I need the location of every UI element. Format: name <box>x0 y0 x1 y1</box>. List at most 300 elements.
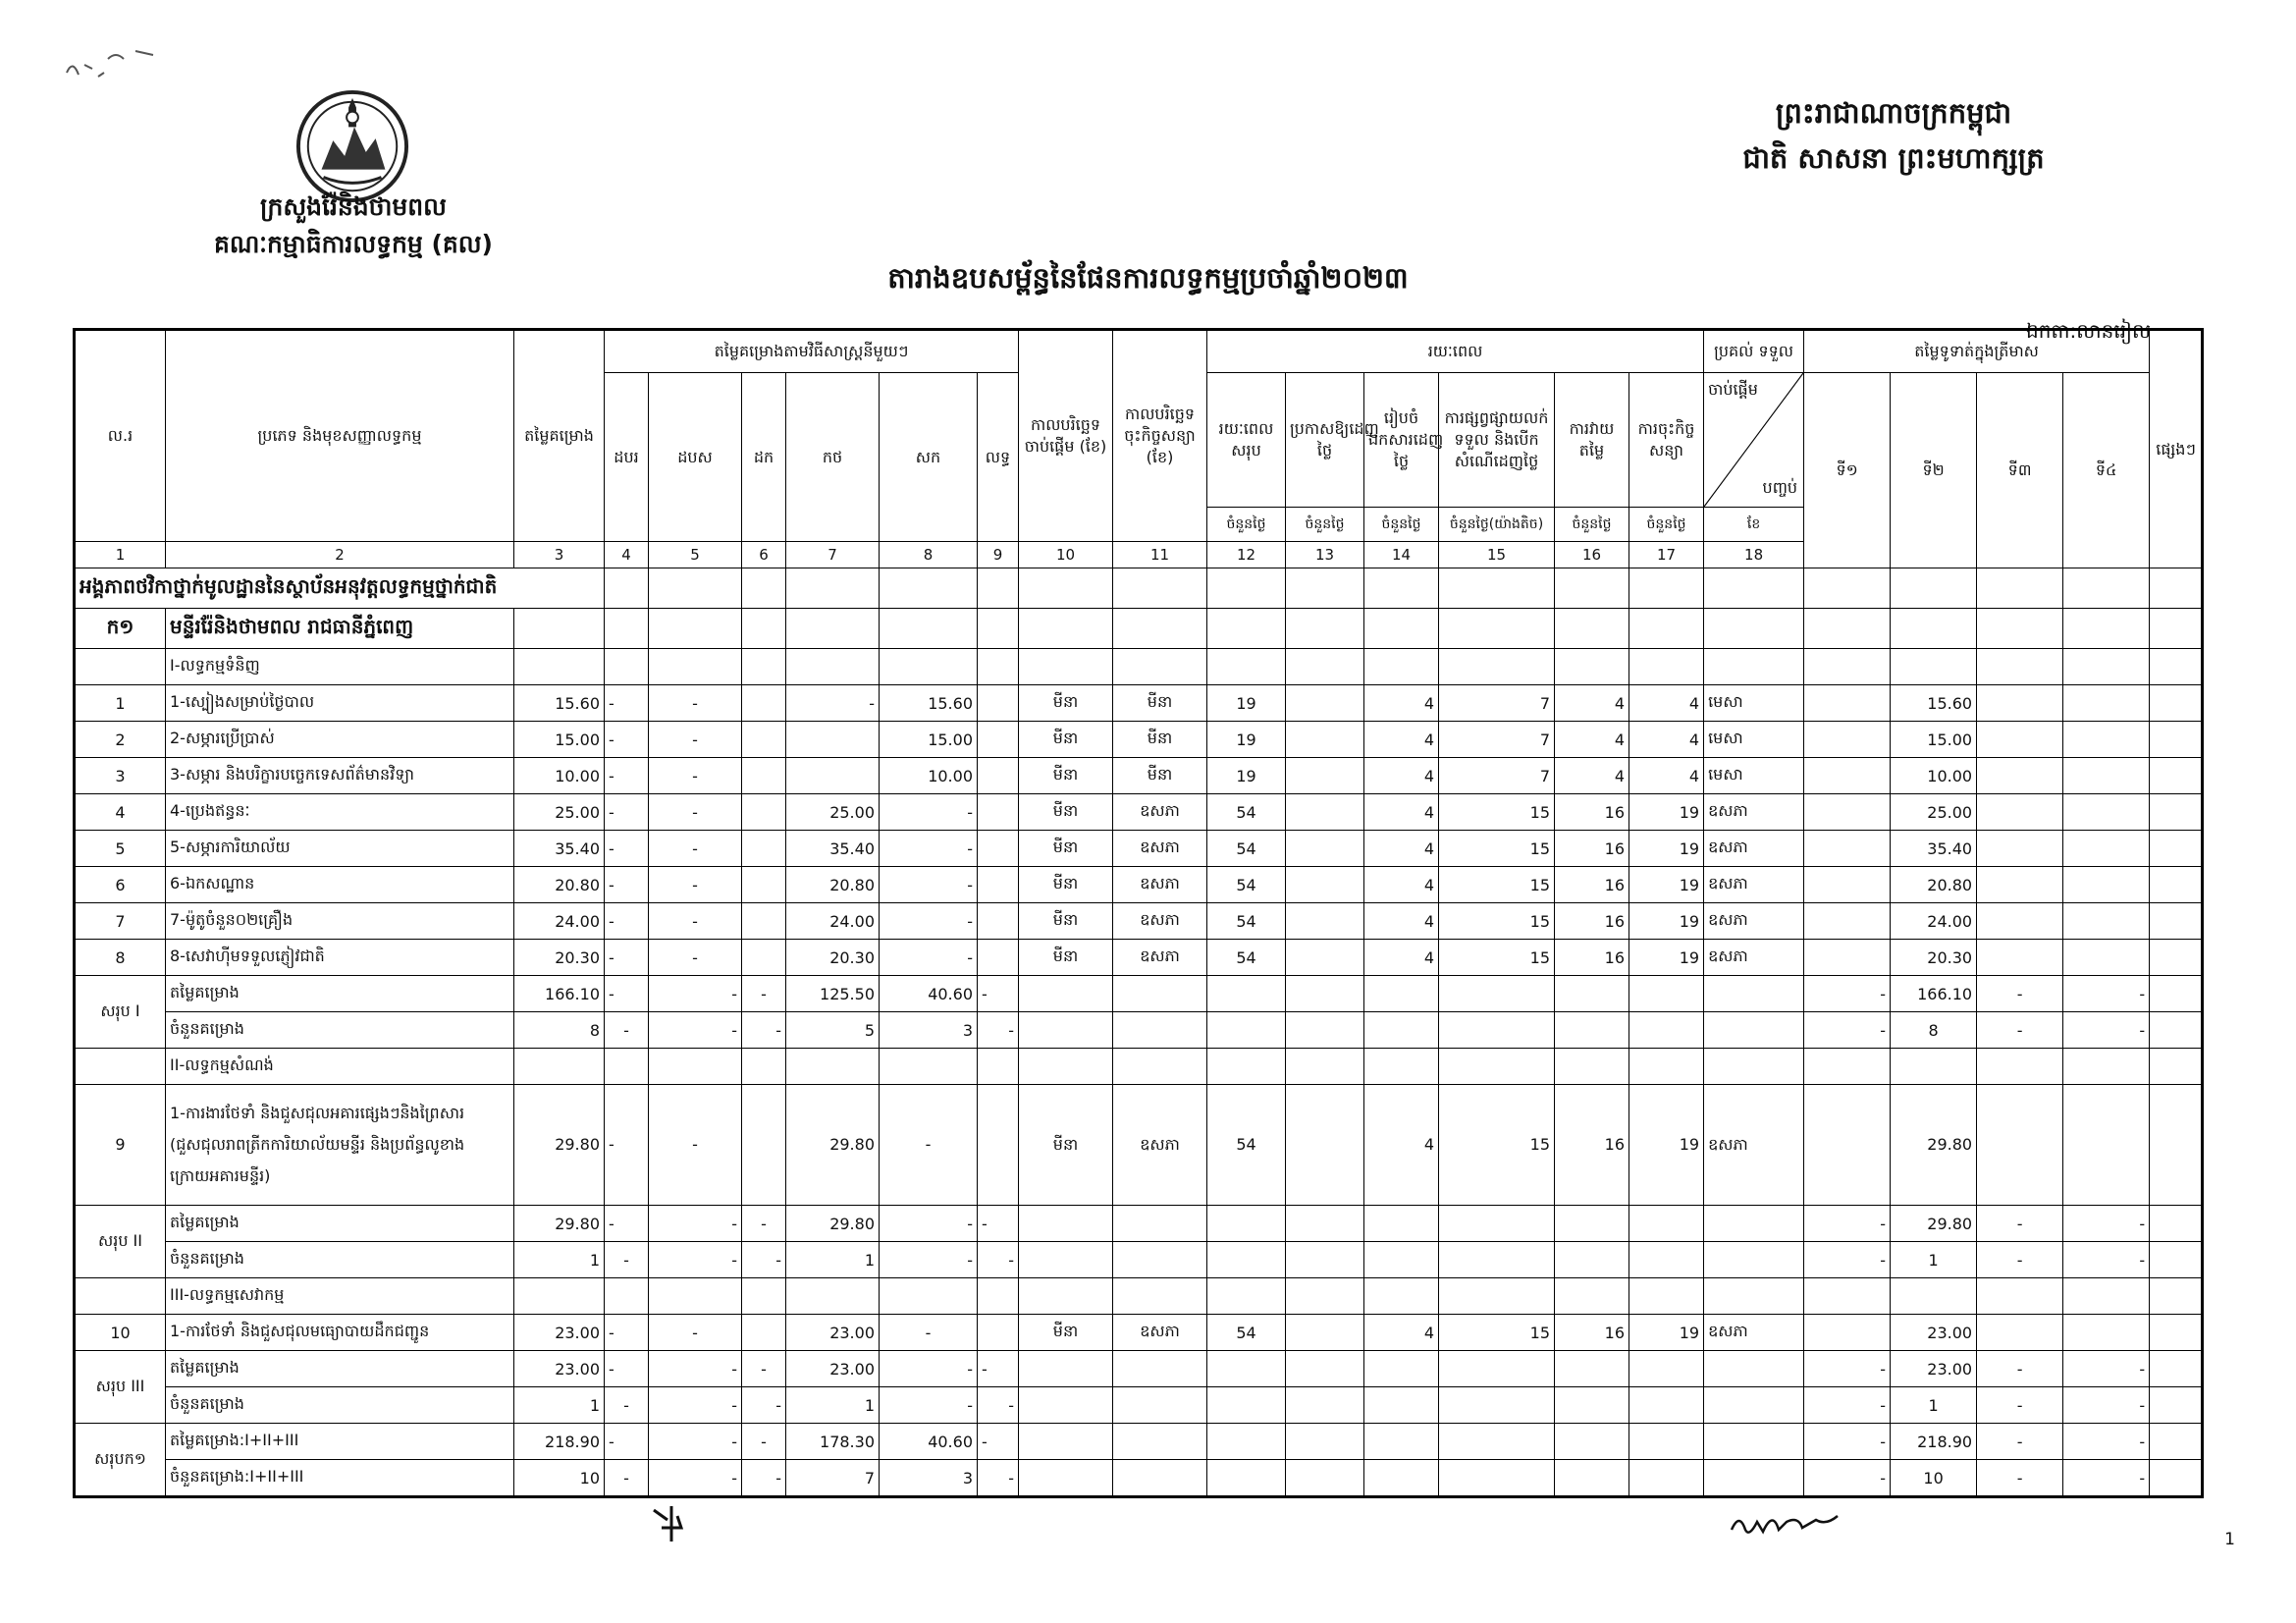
row-q1 <box>1804 794 1891 831</box>
row-dbs: - <box>649 831 742 867</box>
empty-cell <box>1286 1460 1364 1497</box>
subtotal-count-q4: - <box>2063 1387 2150 1424</box>
row-dbr: - <box>605 1085 649 1206</box>
empty-cell <box>1629 1424 1704 1460</box>
column-number: 11 <box>1113 542 1207 568</box>
header-no: ល.រ <box>75 330 166 542</box>
row-q4 <box>2063 903 2150 940</box>
row-prep <box>1286 1085 1364 1206</box>
row-q1 <box>1804 940 1891 976</box>
empty-cell <box>1286 1206 1364 1242</box>
subtotal-cost-label: តម្លៃគម្រោង <box>166 1351 514 1387</box>
budget-unit-name: មន្ទីររ៉ែនិងថាមពល រាជធានីភ្នំពេញ <box>166 609 514 649</box>
header-type: ប្រភេទ និងមុខសញ្ញាលទ្ធកម្ម <box>166 330 514 542</box>
subtotal-dbr: - <box>605 976 649 1012</box>
header-q1: ទី១ <box>1804 373 1891 568</box>
empty-cell <box>1704 1387 1804 1424</box>
row-sk: - <box>880 1085 978 1206</box>
row-other <box>978 1085 1019 1206</box>
row-q1 <box>1804 1085 1891 1206</box>
row-sk: - <box>880 903 978 940</box>
subtotal-count-dbs: - <box>649 1387 742 1424</box>
row-total: 54 <box>1207 940 1286 976</box>
row-dk <box>742 867 786 903</box>
empty-cell <box>1113 1460 1207 1497</box>
row-q1 <box>1804 685 1891 722</box>
subtotal-q2: 218.90 <box>1891 1424 1977 1460</box>
row-q2: 23.00 <box>1891 1315 1977 1351</box>
row-q2: 15.00 <box>1891 722 1977 758</box>
column-number: 17 <box>1629 542 1704 568</box>
row-sign: មីនា <box>1113 722 1207 758</box>
empty-cell <box>1439 1387 1555 1424</box>
row-sign: ឧសភា <box>1113 867 1207 903</box>
row-remarks <box>2150 794 2203 831</box>
row-sign: ឧសភា <box>1113 1315 1207 1351</box>
empty-cell <box>1555 976 1629 1012</box>
table-row <box>75 867 2203 903</box>
row-q4 <box>2063 1315 2150 1351</box>
subtotal-count-dk: - <box>742 1012 786 1049</box>
subtotal-dbr: - <box>605 1424 649 1460</box>
empty-cell <box>1629 1387 1704 1424</box>
row-eval: 16 <box>1555 1085 1629 1206</box>
empty-cell <box>1629 1242 1704 1278</box>
row-no: 10 <box>75 1315 166 1351</box>
row-sign: ឧសភា <box>1113 794 1207 831</box>
row-sk: - <box>880 831 978 867</box>
subtotal-count-sk: 3 <box>880 1460 978 1497</box>
header-duration-prep: ប្រកាសឱ្យដេញថ្លៃ <box>1286 373 1364 508</box>
subtotal-cost: 29.80 <box>514 1206 605 1242</box>
row-name-line: 1-ការងារថែទាំ និងជួសជុលអគារផ្សេងៗនិងព្រៃសារ <box>170 1104 465 1122</box>
empty-cell <box>1019 1242 1113 1278</box>
unit-days: ចំនួនថ្ងៃ <box>1629 508 1704 542</box>
row-eval: 4 <box>1555 758 1629 794</box>
budget-unit-code: ក១ <box>75 609 166 649</box>
row-name: 5-សម្ភារការិយាល័យ <box>166 831 514 867</box>
budget-unit-row <box>75 609 2203 649</box>
empty-cell <box>1629 1351 1704 1387</box>
empty-cell <box>1019 976 1113 1012</box>
row-kch: 29.80 <box>786 1085 880 1206</box>
subtotal-count-label: ចំនួនគម្រោង:I+II+III <box>166 1460 514 1497</box>
header-receive-start-end <box>1704 373 1804 508</box>
row-other <box>978 940 1019 976</box>
subtotal-dbs: - <box>649 1424 742 1460</box>
row-total: 19 <box>1207 722 1286 758</box>
column-number: 14 <box>1364 542 1439 568</box>
row-total: 54 <box>1207 831 1286 867</box>
ministry-block <box>177 189 530 263</box>
row-name <box>166 1085 514 1206</box>
header-method-kch: កថ <box>786 373 880 542</box>
group-row <box>75 1278 2203 1315</box>
subtotal-count-sk: - <box>880 1242 978 1278</box>
row-dbs: - <box>649 1315 742 1351</box>
row-docs: 4 <box>1364 1085 1439 1206</box>
row-name-line: (ជួសជុលរាពត្រីកការិយាល័យមន្ទីរ និងប្រព័ន្ធលូខាង <box>170 1135 465 1154</box>
row-dbs: - <box>649 867 742 903</box>
row-q4 <box>2063 722 2150 758</box>
subtotal-count-other: - <box>978 1012 1019 1049</box>
row-remarks <box>2150 722 2203 758</box>
empty-cell <box>1113 1242 1207 1278</box>
empty-cell <box>1555 1351 1629 1387</box>
empty-cell <box>1019 1351 1113 1387</box>
subtotal-label: សរុបក១ <box>75 1424 166 1497</box>
empty-cell <box>2150 1387 2203 1424</box>
row-remarks <box>2150 903 2203 940</box>
row-docs: 4 <box>1364 758 1439 794</box>
subtotal-other: - <box>978 976 1019 1012</box>
row-q1 <box>1804 1315 1891 1351</box>
column-number: 3 <box>514 542 605 568</box>
empty-cell <box>1629 1460 1704 1497</box>
document-title: តារាងឧបសម្ព័ន្ធនៃផែនការលទ្ធកម្មប្រចាំឆ្នាំ២០២៣ <box>887 261 1409 295</box>
row-cost: 15.60 <box>514 685 605 722</box>
column-number: 15 <box>1439 542 1555 568</box>
row-no: 7 <box>75 903 166 940</box>
empty-cell <box>2150 1242 2203 1278</box>
header-methods: តម្លៃគម្រោងតាមវិធីសាស្រ្តនីមួយៗ <box>605 330 1019 373</box>
empty-cell <box>1113 1387 1207 1424</box>
header-duration-eval: ការវាយតម្លៃ <box>1555 373 1629 508</box>
row-dbs: - <box>649 758 742 794</box>
row-open: 15 <box>1439 1085 1555 1206</box>
row-name: 1-ស្បៀងសម្រាប់ថ្ងៃបាល <box>166 685 514 722</box>
row-eval: 16 <box>1555 831 1629 867</box>
subtotal-count-kch: 5 <box>786 1012 880 1049</box>
row-cost: 20.80 <box>514 867 605 903</box>
row-dbs: - <box>649 1085 742 1206</box>
subtotal-count-label: ចំនួនគម្រោង <box>166 1012 514 1049</box>
subtotal-q3: - <box>1977 1351 2063 1387</box>
row-kch <box>786 722 880 758</box>
empty-cell <box>1019 1460 1113 1497</box>
row-total: 54 <box>1207 867 1286 903</box>
subtotal-kch: 23.00 <box>786 1351 880 1387</box>
header-receive: ប្រគល់ ទទួល <box>1704 330 1804 373</box>
empty-cell <box>2150 1424 2203 1460</box>
subtotal-cost: 166.10 <box>514 976 605 1012</box>
header-q2: ទី២ <box>1891 373 1977 568</box>
row-receive-start: ឧសភា <box>1704 794 1804 831</box>
subtotal-other: - <box>978 1206 1019 1242</box>
empty-cell <box>1207 1206 1286 1242</box>
row-docs: 4 <box>1364 722 1439 758</box>
subtotal-count-other: - <box>978 1242 1019 1278</box>
row-dk <box>742 940 786 976</box>
row-sign: ឧសភា <box>1113 1085 1207 1206</box>
subtotal-dbs: - <box>649 1206 742 1242</box>
subtotal-count-label: ចំនួនគម្រោង <box>166 1387 514 1424</box>
row-q2: 20.80 <box>1891 867 1977 903</box>
empty-cell <box>1555 1206 1629 1242</box>
empty-cell <box>1019 1206 1113 1242</box>
row-eval: 4 <box>1555 722 1629 758</box>
row-contract: 4 <box>1629 685 1704 722</box>
header-q3: ទី៣ <box>1977 373 2063 568</box>
row-kch: - <box>786 685 880 722</box>
subtotal-count-dk: - <box>742 1460 786 1497</box>
empty-cell <box>1439 1206 1555 1242</box>
subtotal-count-kch: 1 <box>786 1387 880 1424</box>
empty-cell <box>1704 1424 1804 1460</box>
row-other <box>978 722 1019 758</box>
empty-cell <box>1286 1242 1364 1278</box>
subtotal-other: - <box>978 1351 1019 1387</box>
unit-days: ចំនួនថ្ងៃ <box>1207 508 1286 542</box>
row-eval: 4 <box>1555 685 1629 722</box>
row-q2: 24.00 <box>1891 903 1977 940</box>
row-prep <box>1286 1315 1364 1351</box>
row-prep <box>1286 794 1364 831</box>
column-number: 18 <box>1704 542 1804 568</box>
subtotal-kch: 178.30 <box>786 1424 880 1460</box>
column-number: 10 <box>1019 542 1113 568</box>
header-duration: រយៈពេល <box>1207 330 1704 373</box>
subtotal-count-dbr: - <box>605 1012 649 1049</box>
row-other <box>978 794 1019 831</box>
row-remarks <box>2150 758 2203 794</box>
empty-cell <box>2150 976 2203 1012</box>
subtotal-dk: - <box>742 1206 786 1242</box>
header-method-dbr: ដបរ <box>605 373 649 542</box>
row-remarks <box>2150 940 2203 976</box>
page-number: 1 <box>2224 1530 2235 1549</box>
subtotal-cost-row <box>75 1351 2203 1387</box>
subtotal-label: សរុប II <box>75 1206 166 1278</box>
table-row <box>75 758 2203 794</box>
row-no: 6 <box>75 867 166 903</box>
row-open: 7 <box>1439 685 1555 722</box>
empty-cell <box>1113 1424 1207 1460</box>
row-total: 54 <box>1207 903 1286 940</box>
row-dbr: - <box>605 758 649 794</box>
subtotal-label: សរុប I <box>75 976 166 1049</box>
subtotal-count-sk: 3 <box>880 1012 978 1049</box>
row-receive-start: មេសា <box>1704 685 1804 722</box>
row-open: 15 <box>1439 903 1555 940</box>
row-docs: 4 <box>1364 685 1439 722</box>
subtotal-label: សរុប III <box>75 1351 166 1424</box>
row-docs: 4 <box>1364 867 1439 903</box>
row-prep <box>1286 758 1364 794</box>
table-row <box>75 940 2203 976</box>
row-q4 <box>2063 831 2150 867</box>
table-row <box>75 1085 2203 1206</box>
subtotal-count: 10 <box>514 1460 605 1497</box>
subtotal-count-q2: 1 <box>1891 1387 1977 1424</box>
subtotal-q1: - <box>1804 1424 1891 1460</box>
subtotal-count-dk: - <box>742 1387 786 1424</box>
column-number: 7 <box>786 542 880 568</box>
subtotal-cost-label: តម្លៃគម្រោង <box>166 976 514 1012</box>
empty-cell <box>1629 976 1704 1012</box>
row-dbr: - <box>605 867 649 903</box>
subtotal-count-dbs: - <box>649 1460 742 1497</box>
unit-days-min: ចំនួនថ្ងៃ(យ៉ាងតិច) <box>1439 508 1555 542</box>
row-start: មីនា <box>1019 867 1113 903</box>
row-docs: 4 <box>1364 831 1439 867</box>
row-q2: 20.30 <box>1891 940 1977 976</box>
row-q1 <box>1804 722 1891 758</box>
row-start: មីនា <box>1019 831 1113 867</box>
row-dk <box>742 685 786 722</box>
row-sign: មីនា <box>1113 685 1207 722</box>
row-no: 3 <box>75 758 166 794</box>
row-receive-start: ឧសភា <box>1704 1315 1804 1351</box>
row-sk: 15.60 <box>880 685 978 722</box>
subtotal-count: 8 <box>514 1012 605 1049</box>
corner-mark <box>59 29 167 88</box>
empty-cell <box>1704 1351 1804 1387</box>
row-docs: 4 <box>1364 940 1439 976</box>
row-q4 <box>2063 1085 2150 1206</box>
subtotal-cost-label: តម្លៃគម្រោង <box>166 1206 514 1242</box>
subtotal-cost-row <box>75 1424 2203 1460</box>
row-remarks <box>2150 1085 2203 1206</box>
row-total: 19 <box>1207 758 1286 794</box>
row-q2: 29.80 <box>1891 1085 1977 1206</box>
empty-cell <box>1019 1424 1113 1460</box>
row-total: 54 <box>1207 1085 1286 1206</box>
row-no: 8 <box>75 940 166 976</box>
row-prep <box>1286 685 1364 722</box>
subtotal-q2: 166.10 <box>1891 976 1977 1012</box>
row-cost: 20.30 <box>514 940 605 976</box>
row-open: 7 <box>1439 722 1555 758</box>
row-receive-start: ឧសភា <box>1704 940 1804 976</box>
subtotal-count-row <box>75 1387 2203 1424</box>
group-services-title: III-លទ្ធកម្មសេវាកម្ម <box>166 1278 514 1315</box>
subtotal-sk: 40.60 <box>880 976 978 1012</box>
row-name: 2-សម្ភារប្រើប្រាស់ <box>166 722 514 758</box>
column-number: 12 <box>1207 542 1286 568</box>
subtotal-count-q3: - <box>1977 1387 2063 1424</box>
row-sign: ឧសភា <box>1113 903 1207 940</box>
row-dbr: - <box>605 831 649 867</box>
section-title: អង្គភាពថវិកាថ្នាក់មូលដ្ឋាននៃស្ថាប័នអនុវត្តលទ្ធកម្មថ្នាក់ជាតិ <box>75 568 605 609</box>
empty-cell <box>1439 1460 1555 1497</box>
currency-unit: ឯកតា:លានរៀល <box>2026 319 2151 343</box>
header-method-dbs: ដបស <box>649 373 742 542</box>
empty-cell <box>1439 976 1555 1012</box>
header-remarks: ផ្សេងៗ <box>2150 330 2203 568</box>
row-name: 6-ឯកសណ្ឋាន <box>166 867 514 903</box>
subtotal-count-q1: - <box>1804 1460 1891 1497</box>
row-kch <box>786 758 880 794</box>
row-name: 8-សេវាហ៊ីមទទួលភ្ញៀវជាតិ <box>166 940 514 976</box>
subtotal-q2: 23.00 <box>1891 1351 1977 1387</box>
header-duration-contract: ការចុះកិច្ចសន្យា <box>1629 373 1704 508</box>
row-docs: 4 <box>1364 1315 1439 1351</box>
row-total: 54 <box>1207 1315 1286 1351</box>
empty-cell <box>1704 1012 1804 1049</box>
empty-cell <box>1364 976 1439 1012</box>
unit-days: ចំនួនថ្ងៃ <box>1555 508 1629 542</box>
row-receive-start: ឧសភា <box>1704 903 1804 940</box>
subtotal-cost-row <box>75 976 2203 1012</box>
subtotal-kch: 125.50 <box>786 976 880 1012</box>
subtotal-count-dbs: - <box>649 1012 742 1049</box>
empty-cell <box>1555 1242 1629 1278</box>
ministry-seal <box>294 88 410 204</box>
ministry-name: ក្រសួងរ៉ែនិងថាមពល <box>260 192 447 221</box>
row-sk: - <box>880 1315 978 1351</box>
empty-cell <box>1704 976 1804 1012</box>
row-start: មីនា <box>1019 722 1113 758</box>
empty-cell <box>1286 1012 1364 1049</box>
column-number: 13 <box>1286 542 1364 568</box>
subtotal-count-dbs: - <box>649 1242 742 1278</box>
subtotal-count-q2: 8 <box>1891 1012 1977 1049</box>
row-other <box>978 903 1019 940</box>
empty-cell <box>1555 1424 1629 1460</box>
row-open: 15 <box>1439 940 1555 976</box>
table-row <box>75 685 2203 722</box>
subtotal-dbs: - <box>649 1351 742 1387</box>
row-dk <box>742 831 786 867</box>
kingdom-motto-block <box>1687 90 2100 181</box>
row-receive-start: ឧសភា <box>1704 831 1804 867</box>
row-open: 15 <box>1439 867 1555 903</box>
row-q2: 25.00 <box>1891 794 1977 831</box>
column-number: 4 <box>605 542 649 568</box>
subtotal-cost: 23.00 <box>514 1351 605 1387</box>
row-other <box>978 831 1019 867</box>
row-contract: 4 <box>1629 722 1704 758</box>
group-row <box>75 649 2203 685</box>
row-dbr: - <box>605 685 649 722</box>
empty-cell <box>1704 1460 1804 1497</box>
row-receive-start: មេសា <box>1704 758 1804 794</box>
row-q1 <box>1804 831 1891 867</box>
subtotal-dbr: - <box>605 1206 649 1242</box>
empty-cell <box>1113 1206 1207 1242</box>
row-eval: 16 <box>1555 867 1629 903</box>
signature-mark <box>1728 1502 1845 1542</box>
row-remarks <box>2150 685 2203 722</box>
row-q3 <box>1977 1085 2063 1206</box>
row-no: 1 <box>75 685 166 722</box>
row-no: 5 <box>75 831 166 867</box>
subtotal-cost: 218.90 <box>514 1424 605 1460</box>
subtotal-q2: 29.80 <box>1891 1206 1977 1242</box>
unit-days: ចំនួនថ្ងៃ <box>1364 508 1439 542</box>
subtotal-count-dbr: - <box>605 1387 649 1424</box>
row-cost: 23.00 <box>514 1315 605 1351</box>
empty-cell <box>1555 1012 1629 1049</box>
subtotal-q4: - <box>2063 1351 2150 1387</box>
row-kch: 25.00 <box>786 794 880 831</box>
empty-cell <box>1207 1387 1286 1424</box>
row-sign: ឧសភា <box>1113 831 1207 867</box>
row-cost: 15.00 <box>514 722 605 758</box>
subtotal-count-q2: 1 <box>1891 1242 1977 1278</box>
column-number: 8 <box>880 542 978 568</box>
row-dbr: - <box>605 794 649 831</box>
row-contract: 19 <box>1629 831 1704 867</box>
subtotal-count-sk: - <box>880 1387 978 1424</box>
header-duration-docs: រៀបចំឯកសារដេញថ្លៃ <box>1364 373 1439 508</box>
empty-cell <box>1113 1012 1207 1049</box>
subtotal-q4: - <box>2063 1424 2150 1460</box>
subtotal-count-other: - <box>978 1387 1019 1424</box>
column-number: 16 <box>1555 542 1629 568</box>
subtotal-count-q3: - <box>1977 1460 2063 1497</box>
